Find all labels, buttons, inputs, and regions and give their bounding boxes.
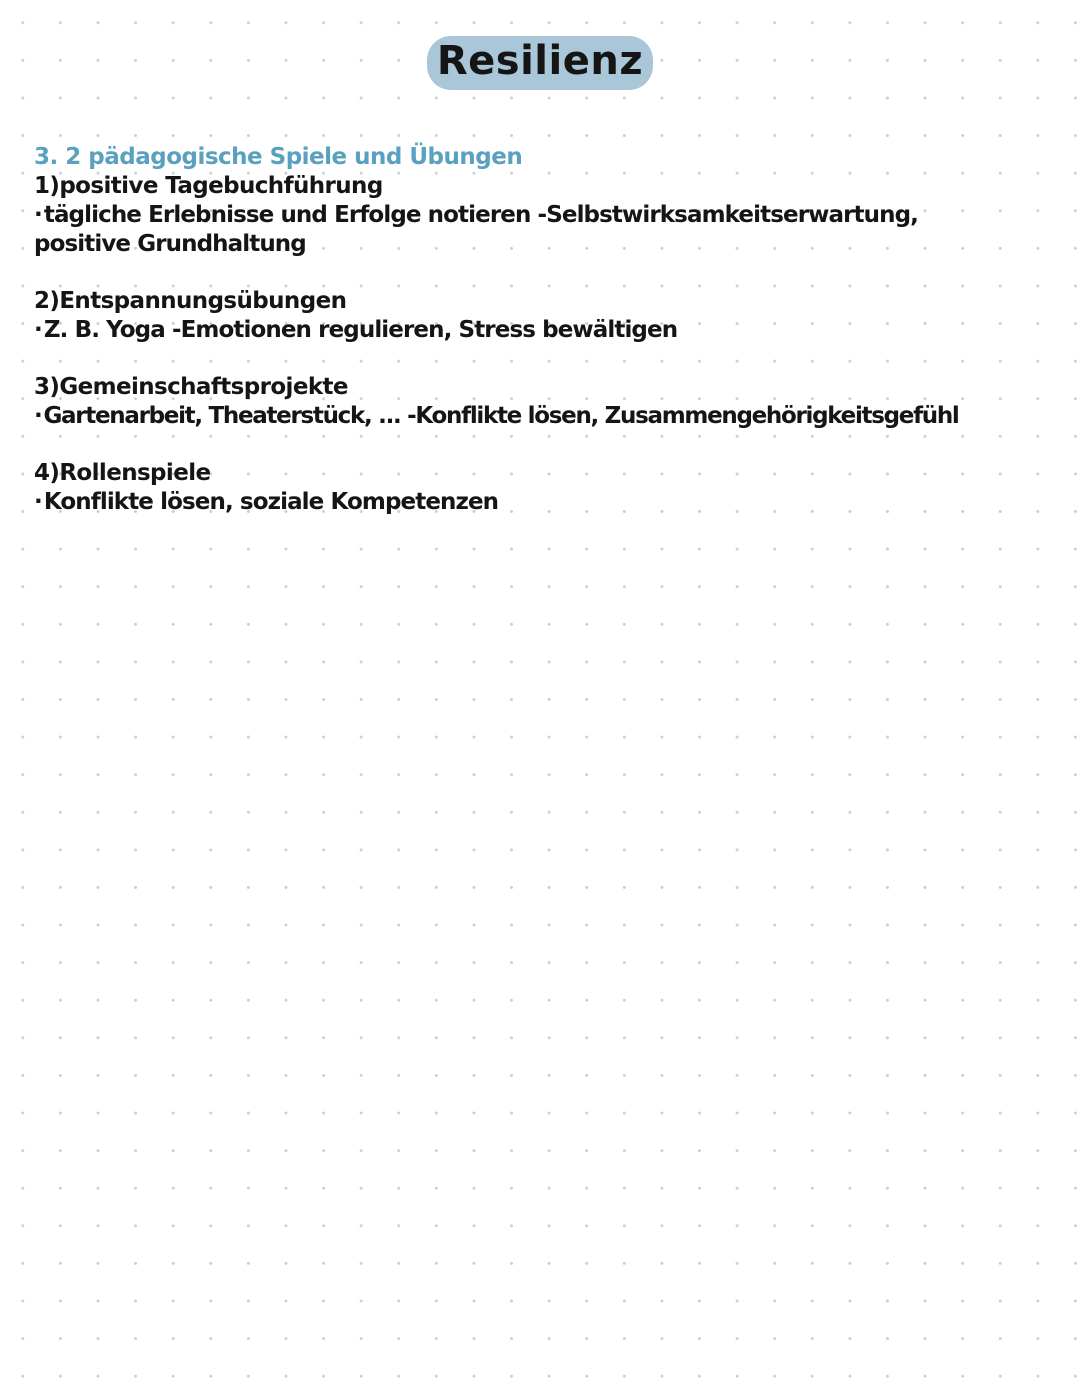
list-item-1 [34,172,1044,259]
item-text-line: Z. B. Yoga -Emotionen regulieren, Stress bewältigen [43,317,678,343]
item-heading: 2)Entspannungsübungen [34,288,347,314]
list-item-3 [34,373,1044,431]
section-heading: 3. 2 pädagogische Spiele und Übungen [34,144,523,170]
bullet-dot: · [34,202,42,228]
item-heading: 4)Rollenspiele [34,460,211,486]
bullet-dot: · [34,403,42,429]
item-text [34,316,1044,345]
bullet-dot: · [34,317,42,343]
item-text [34,488,1044,517]
item-text-line: tägliche Erlebnisse und Erfolge notieren -Selbstwirksamkeitserwartung, [43,202,918,228]
item-text [34,402,1044,431]
item-text-line: Konflikte lösen, soziale Kompetenzen [43,489,499,515]
item-heading: 3)Gemeinschaftsprojekte [34,374,348,400]
item-heading: 1)positive Tagebuchführung [34,173,383,199]
list-item-4 [34,459,1044,517]
bullet-dot: · [34,489,42,515]
title-area [0,36,1080,90]
list-item-2 [34,287,1044,345]
item-text-line: Gartenarbeit, Theaterstück, ... -Konflikte lösen, Zusammengehörigkeitsgefühl [43,403,959,429]
item-text-continued: positive Grundhaltung [34,231,306,257]
item-text [34,201,1044,230]
page-title: Resilienz [427,36,653,90]
note-content [34,142,1044,545]
